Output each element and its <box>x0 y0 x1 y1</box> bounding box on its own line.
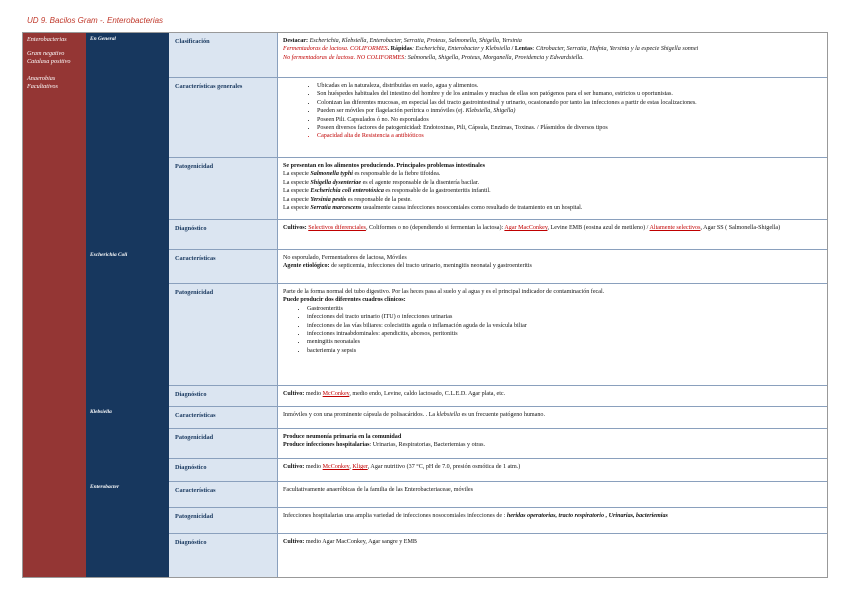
row-klebsiella-diagnostico <box>169 458 827 482</box>
row-key: Características <box>175 255 216 262</box>
row-key: Diagnóstico <box>175 225 207 232</box>
summary-table <box>22 32 828 578</box>
row-value: Produce neumonía primaria en la comunidad Produce infecciones hospitalarias: Urinarias, Respiratorias, Bacteriemias y otras. <box>283 434 485 449</box>
row-key: Patogenicidad <box>175 289 214 296</box>
row-patogenicidad <box>169 157 827 220</box>
row-klebsiella-caracteristicas <box>169 406 827 429</box>
row-value: Cultivos: Selectivos diferenciales, Coliformes o no (dependiendo si fermentan la lactosa): Agar MacConkey, Levine EMB (eosina azul de metileno) / Altamente selectivos, Agar SS ( Salmonella-Shigella) <box>283 225 781 231</box>
row-caracteristicas-generales <box>169 77 827 158</box>
row-diagnostico <box>169 219 827 250</box>
gram-label: Gram negativo <box>27 50 65 57</box>
row-key: Patogenicidad <box>175 513 214 520</box>
row-value: No esporulado, Fermentadores de lactosa, Móviles Agente etiológico: de septicemia, infecciones del tracto urinario, meningitis neonatal y gastroenteritis <box>283 255 532 270</box>
row-key: Diagnóstico <box>175 464 207 471</box>
row-value: Cultivo: medio Agar MacConkey, Agar sangre y EMB <box>283 539 417 545</box>
group-klebsiella: Klebsiella <box>90 409 112 415</box>
row-key: Diagnóstico <box>175 539 207 546</box>
row-ecoli-diagnostico <box>169 385 827 407</box>
row-key: Patogenicidad <box>175 434 214 441</box>
row-value: Cultivo: medio McConkey, medio endo, Levine, caldo lactosado, C.L.E.D. Agar plata, etc. <box>283 391 506 397</box>
group-column <box>86 33 169 577</box>
row-key: Patogenicidad <box>175 163 214 170</box>
row-value: Infecciones hospitalarias una amplia variedad de infecciones nosocomiales infecciones de : heridas operatorias, tracto respiratorio , Urinarias, bacteriemias <box>283 513 668 519</box>
row-value: Cultivo: medio McConkey, Kliger, Agar nutritivo (37 °C, pH de 7.0, presión osmótica de 1 atm.) <box>283 464 521 470</box>
facultative-label: Facultativos <box>27 83 58 90</box>
group-ecoli: Escherichia Coli <box>90 252 128 258</box>
row-enterobacter-caracteristicas <box>169 481 827 508</box>
row-key: Características generales <box>175 83 243 90</box>
row-value: Destacar: Escherichia, Klebsiella, Enterobacter, Serratia, Proteus, Salmonella, Shigella, Yersinia Fermentadoras de lactosa. COLIFORMES. Rápidas: Escherichia, Enterobacter y Klebsiella / Lentas: Citrobacter, Serratia, Hafnia, Yersinia y la especie Shigella sonnei No fermentadoras de lactosa. NO COLIFORMES: Salmonella, Shigella, Proteus, Morganella, Providencia y Edwardsiella. <box>283 38 699 61</box>
group-general: En General <box>90 36 116 42</box>
row-key: Características <box>175 487 216 494</box>
row-key: Características <box>175 412 216 419</box>
family-column <box>23 33 86 577</box>
row-key: Clasificación <box>175 38 210 45</box>
group-enterobacter: Enterobacter <box>90 484 120 490</box>
row-value: • Ubicadas en la naturaleza, distribuidas en suelo, agua y alimentos. • Son huéspedes habituales del intestino del hombre y de los animales y muchas de ellas son patógenos para el ser humano, estrictos u oportunistas. • Colonizan las diferentes mucosas, en especial las del tracto gastrointestinal y urinario, ocasionando por tanto las infecciones a partir de estas localizaciones. • Pueden ser móviles por flagelación perítrica o inmóviles (ej. Klebsiella, Shigella) • Poseen Pili. Capsulados ó no. No esporulados • Poseen diversos factores de patogenicidad: Endotoxinas, Pili, Cápsula, Enzimas, Toxinas. / Plásmidos de diversos tipos • Capacidad alta de Resistencia a antibióticos <box>283 82 821 141</box>
page-title: UD 9. Bacilos Gram -. Enterobacterias <box>27 16 164 25</box>
catalase-label: Catalasa positivo <box>27 58 71 65</box>
anaerobic-label: Anaerobias <box>27 75 56 82</box>
row-key: Diagnóstico <box>175 391 207 398</box>
row-klebsiella-patogenicidad <box>169 428 827 459</box>
row-value: Se presentan en los alimentos produciendo. Principales problemas intestinales La especie Salmonella typhi es responsable de la fiebre tifoidea. La especie Shigella dysenteriae es el agente responsable de la disentería bacilar. La especie Escherichia coli enterotóxica es responsable de la gastroenteritis infantil. La especie Yersinia pestis es responsable de la peste. La especie Serratia marcescens usualmente causa infecciones nosocomiales como resultado de tratamiento en un hospital. <box>283 163 583 212</box>
row-ecoli-patogenicidad <box>169 283 827 386</box>
row-enterobacter-diagnostico <box>169 533 827 578</box>
row-clasificacion <box>169 33 827 77</box>
row-value: Parte de la forma normal del tubo digestivo. Por las heces pasa al suelo y al agua y es el principal indicador de contaminación fecal. Puede producir dos diferentes cuadros clínicos: • Gastroenteritis • infecciones del tracto urinario (ITU) o infecciones urinarias • infecciones de las vías biliares: colecistitis aguda o inflamación aguda de la vesícula biliar • infecciones intraabdominales: apendicitis, abcesos, peritonitis • meningitis neonatales • bacteriemia y sepsis <box>283 288 821 355</box>
row-enterobacter-patogenicidad <box>169 507 827 534</box>
family-label: Enterobacterias <box>27 36 67 43</box>
row-value: Inmóviles y con una prominente cápsula de polisacáridos. . La klebsiella es un frecuente patógeno humano. <box>283 412 545 418</box>
row-ecoli-caracteristicas <box>169 249 827 284</box>
row-value: Facultativamente anaeróbicas de la familia de las Enterobacteriaceae, móviles <box>283 487 473 493</box>
